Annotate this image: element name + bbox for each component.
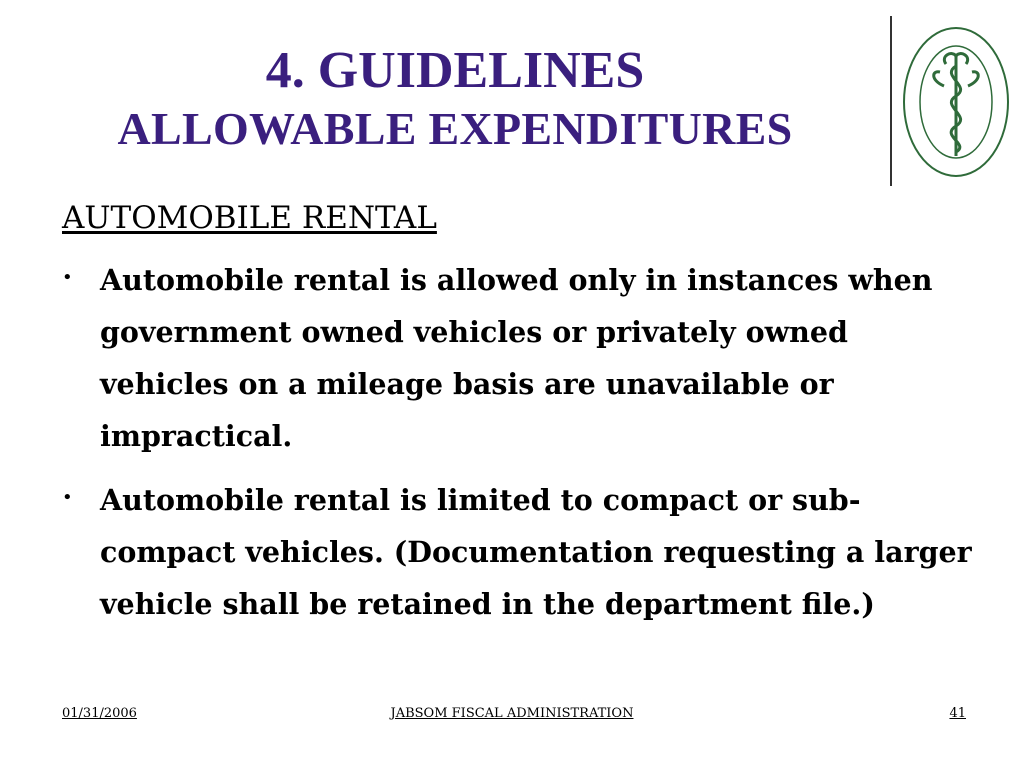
bullet-icon: • <box>62 267 73 288</box>
footer-page-number: 41 <box>949 706 966 721</box>
slide-body <box>62 200 972 642</box>
list-item <box>62 254 972 462</box>
caduceus-icon <box>934 54 979 156</box>
footer-date: 01/31/2006 <box>62 706 137 721</box>
title-line-1: 4. GUIDELINES <box>265 42 645 99</box>
section-heading: AUTOMOBILE RENTAL <box>62 200 437 236</box>
logo-divider <box>890 16 892 186</box>
list-item <box>62 474 972 630</box>
bullet-text: Automobile rental is limited to compact or sub-compact vehicles. (Documentation requesting a larger vehicle shall be retained in the department file.) <box>100 483 972 621</box>
bullet-icon: • <box>62 487 73 508</box>
bullet-text: Automobile rental is allowed only in instances when government owned vehicles or privately owned vehicles on a mileage basis are unavailable or impractical. <box>100 263 933 453</box>
bullet-list <box>62 254 972 630</box>
title-line-2: ALLOWABLE EXPENDITURES <box>117 103 793 154</box>
school-seal-logo <box>900 16 1012 192</box>
slide-footer <box>0 706 1024 726</box>
footer-organization: JABSOM FISCAL ADMINISTRATION <box>390 706 634 721</box>
slide-title <box>40 42 870 158</box>
